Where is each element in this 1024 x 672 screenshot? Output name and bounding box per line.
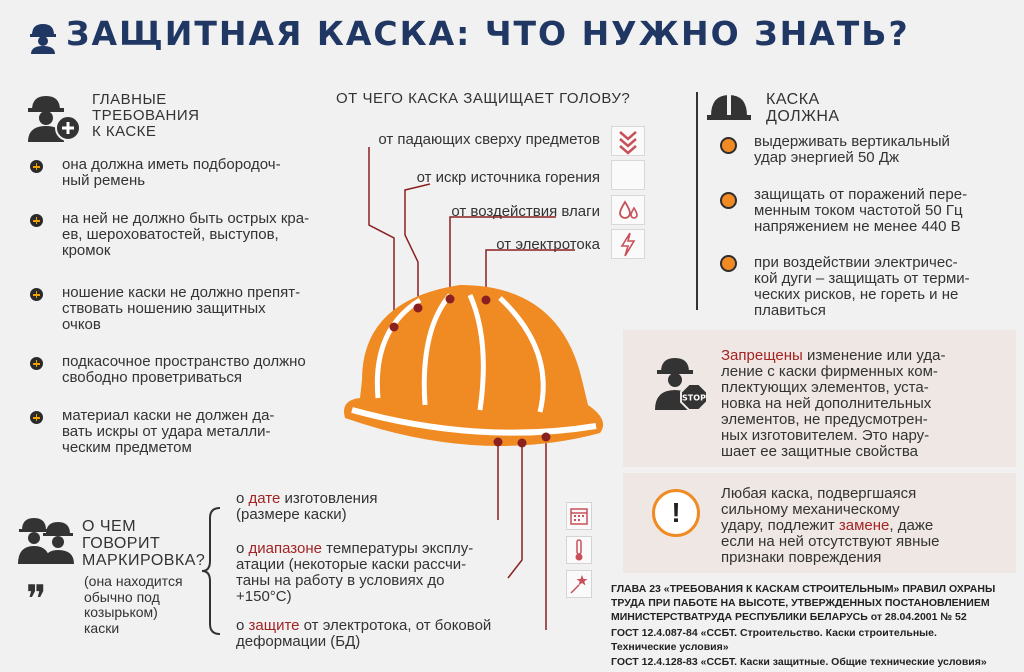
protection-item: от воздействия влаги: [451, 203, 600, 220]
exclamation-glyph: !: [671, 497, 681, 528]
thermometer-icon: [566, 536, 592, 564]
must-item: при воздействии электричес- кой дуги – защищать от терми- ческих рисков, не гореть и не плавиться: [754, 254, 970, 319]
protection-item: от падающих сверху предметов: [378, 131, 600, 148]
bullet-dot-icon: [720, 192, 737, 209]
plus-bullet-icon: [30, 411, 43, 424]
marking-title: О ЧЕМ ГОВОРИТ МАРКИРОВКА?: [82, 518, 206, 569]
quote-icon: ❞: [26, 577, 47, 621]
replace-panel: [623, 473, 1016, 573]
helmet-icon: [706, 92, 752, 122]
forbidden-highlight: Запрещены: [721, 347, 803, 364]
marking-item: о диапазоне температуры эксплу- атации (некоторые каски рассчи- таны на работу в условиях до +150°C): [236, 540, 474, 605]
workers-group-icon: [18, 514, 74, 564]
marking-item: о дате изготовления (размере каски): [236, 490, 378, 523]
requirement-item: она должна иметь подбородоч- ный ремень: [62, 156, 281, 189]
worker-icon: [26, 20, 60, 54]
right-divider-line: [696, 92, 698, 310]
plus-bullet-icon: [30, 160, 43, 173]
protection-title: ОТ ЧЕГО КАСКА ЗАЩИЩАЕТ ГОЛОВУ?: [336, 90, 631, 107]
marking-note: (она находится обычно под козырьком) каски: [84, 573, 183, 636]
replace-highlight: замене: [838, 517, 890, 534]
must-item: защищать от поражений пере- менным током частотой 50 Гц напряжением не менее 440 В: [754, 186, 968, 235]
worker-plus-icon: [24, 92, 82, 142]
marking-highlight: диапазоне: [248, 540, 322, 557]
requirement-item: на ней не должно быть острых кра- ев, шероховатостей, выступов, кромок: [62, 210, 310, 259]
gost-line: ГОСТ 12.4.128-83 «ССБТ. Каски защитные. Общие технические условия»: [611, 656, 987, 668]
worker-stop-icon: [653, 354, 709, 412]
calendar-icon: [566, 502, 592, 530]
orange-helmet: [344, 285, 603, 446]
replace-body-end: , даже если на ней отсутствуют явные признаки повреждения: [721, 517, 940, 566]
protection-item: от электротока: [496, 236, 600, 253]
bullet-dot-icon: [720, 255, 737, 272]
requirement-item: ношение каски не должно препят- ствовать ношению защитных очков: [62, 284, 301, 333]
stop-label: STOP: [682, 393, 706, 403]
replace-body-start: Любая каска, подвергшаяся сильному механическому удару, подлежит: [721, 485, 917, 534]
star-arrow-icon: [566, 570, 592, 598]
marking-highlight: дате: [248, 490, 281, 507]
exclamation-icon: [652, 489, 700, 537]
plus-bullet-icon: [30, 214, 43, 227]
page-title: ЗАЩИТНАЯ КАСКА: ЧТО НУЖНО ЗНАТЬ?: [66, 14, 910, 53]
marking-item: о защите от электротока, от боковой деформации (БД): [236, 617, 492, 650]
requirement-item: материал каски не должен да- вать искры от удара металли- ческим предметом: [62, 407, 275, 456]
marking-highlight: защите: [248, 617, 300, 634]
protection-item: от искр источника горения: [416, 169, 600, 186]
gost-line: ГОСТ 12.4.087-84 «ССБТ. Строительство. Каски строительные. Технические условия»: [611, 627, 937, 653]
gost-line: ГЛАВА 23 «ТРЕБОВАНИЯ К КАСКАМ СТРОИТЕЛЬНЫМ» ПРАВИЛ ОХРАНЫ ТРУДА ПРИ ПАБОТЕ НА ВЫСОТЕ, УТВЕРЖДЕННЫХ ПОСТАНОВЛЕНИЕМ МИНИСТЕРСТВАТРУДА РЕСПУБЛИКИ БЕЛАРУСЬ от 28.04.2001 № 52: [611, 583, 996, 623]
bullet-dot-icon: [720, 137, 737, 154]
must-title: КАСКА ДОЛЖНА: [766, 91, 840, 125]
replace-text: [721, 486, 940, 566]
forbidden-body: изменение или уда- ление с каски фирменных ком- плектующих элементов, уста- новка на ней дополнительных элементов, не предусмотрен- ных изготовителем. Это нару- шает ее защитные свойства: [721, 347, 946, 460]
must-item: выдерживать вертикальный удар энергией 50 Дж: [754, 133, 950, 166]
curly-brace: [200, 506, 224, 636]
plus-bullet-icon: [30, 357, 43, 370]
requirements-title: ГЛАВНЫЕ ТРЕБОВАНИЯ К КАСКЕ: [92, 91, 200, 140]
requirement-item: подкасочное пространство должно свободно проветриваться: [62, 353, 306, 386]
forbidden-panel: [623, 330, 1016, 467]
forbidden-text: [721, 348, 945, 460]
plus-bullet-icon: [30, 288, 43, 301]
